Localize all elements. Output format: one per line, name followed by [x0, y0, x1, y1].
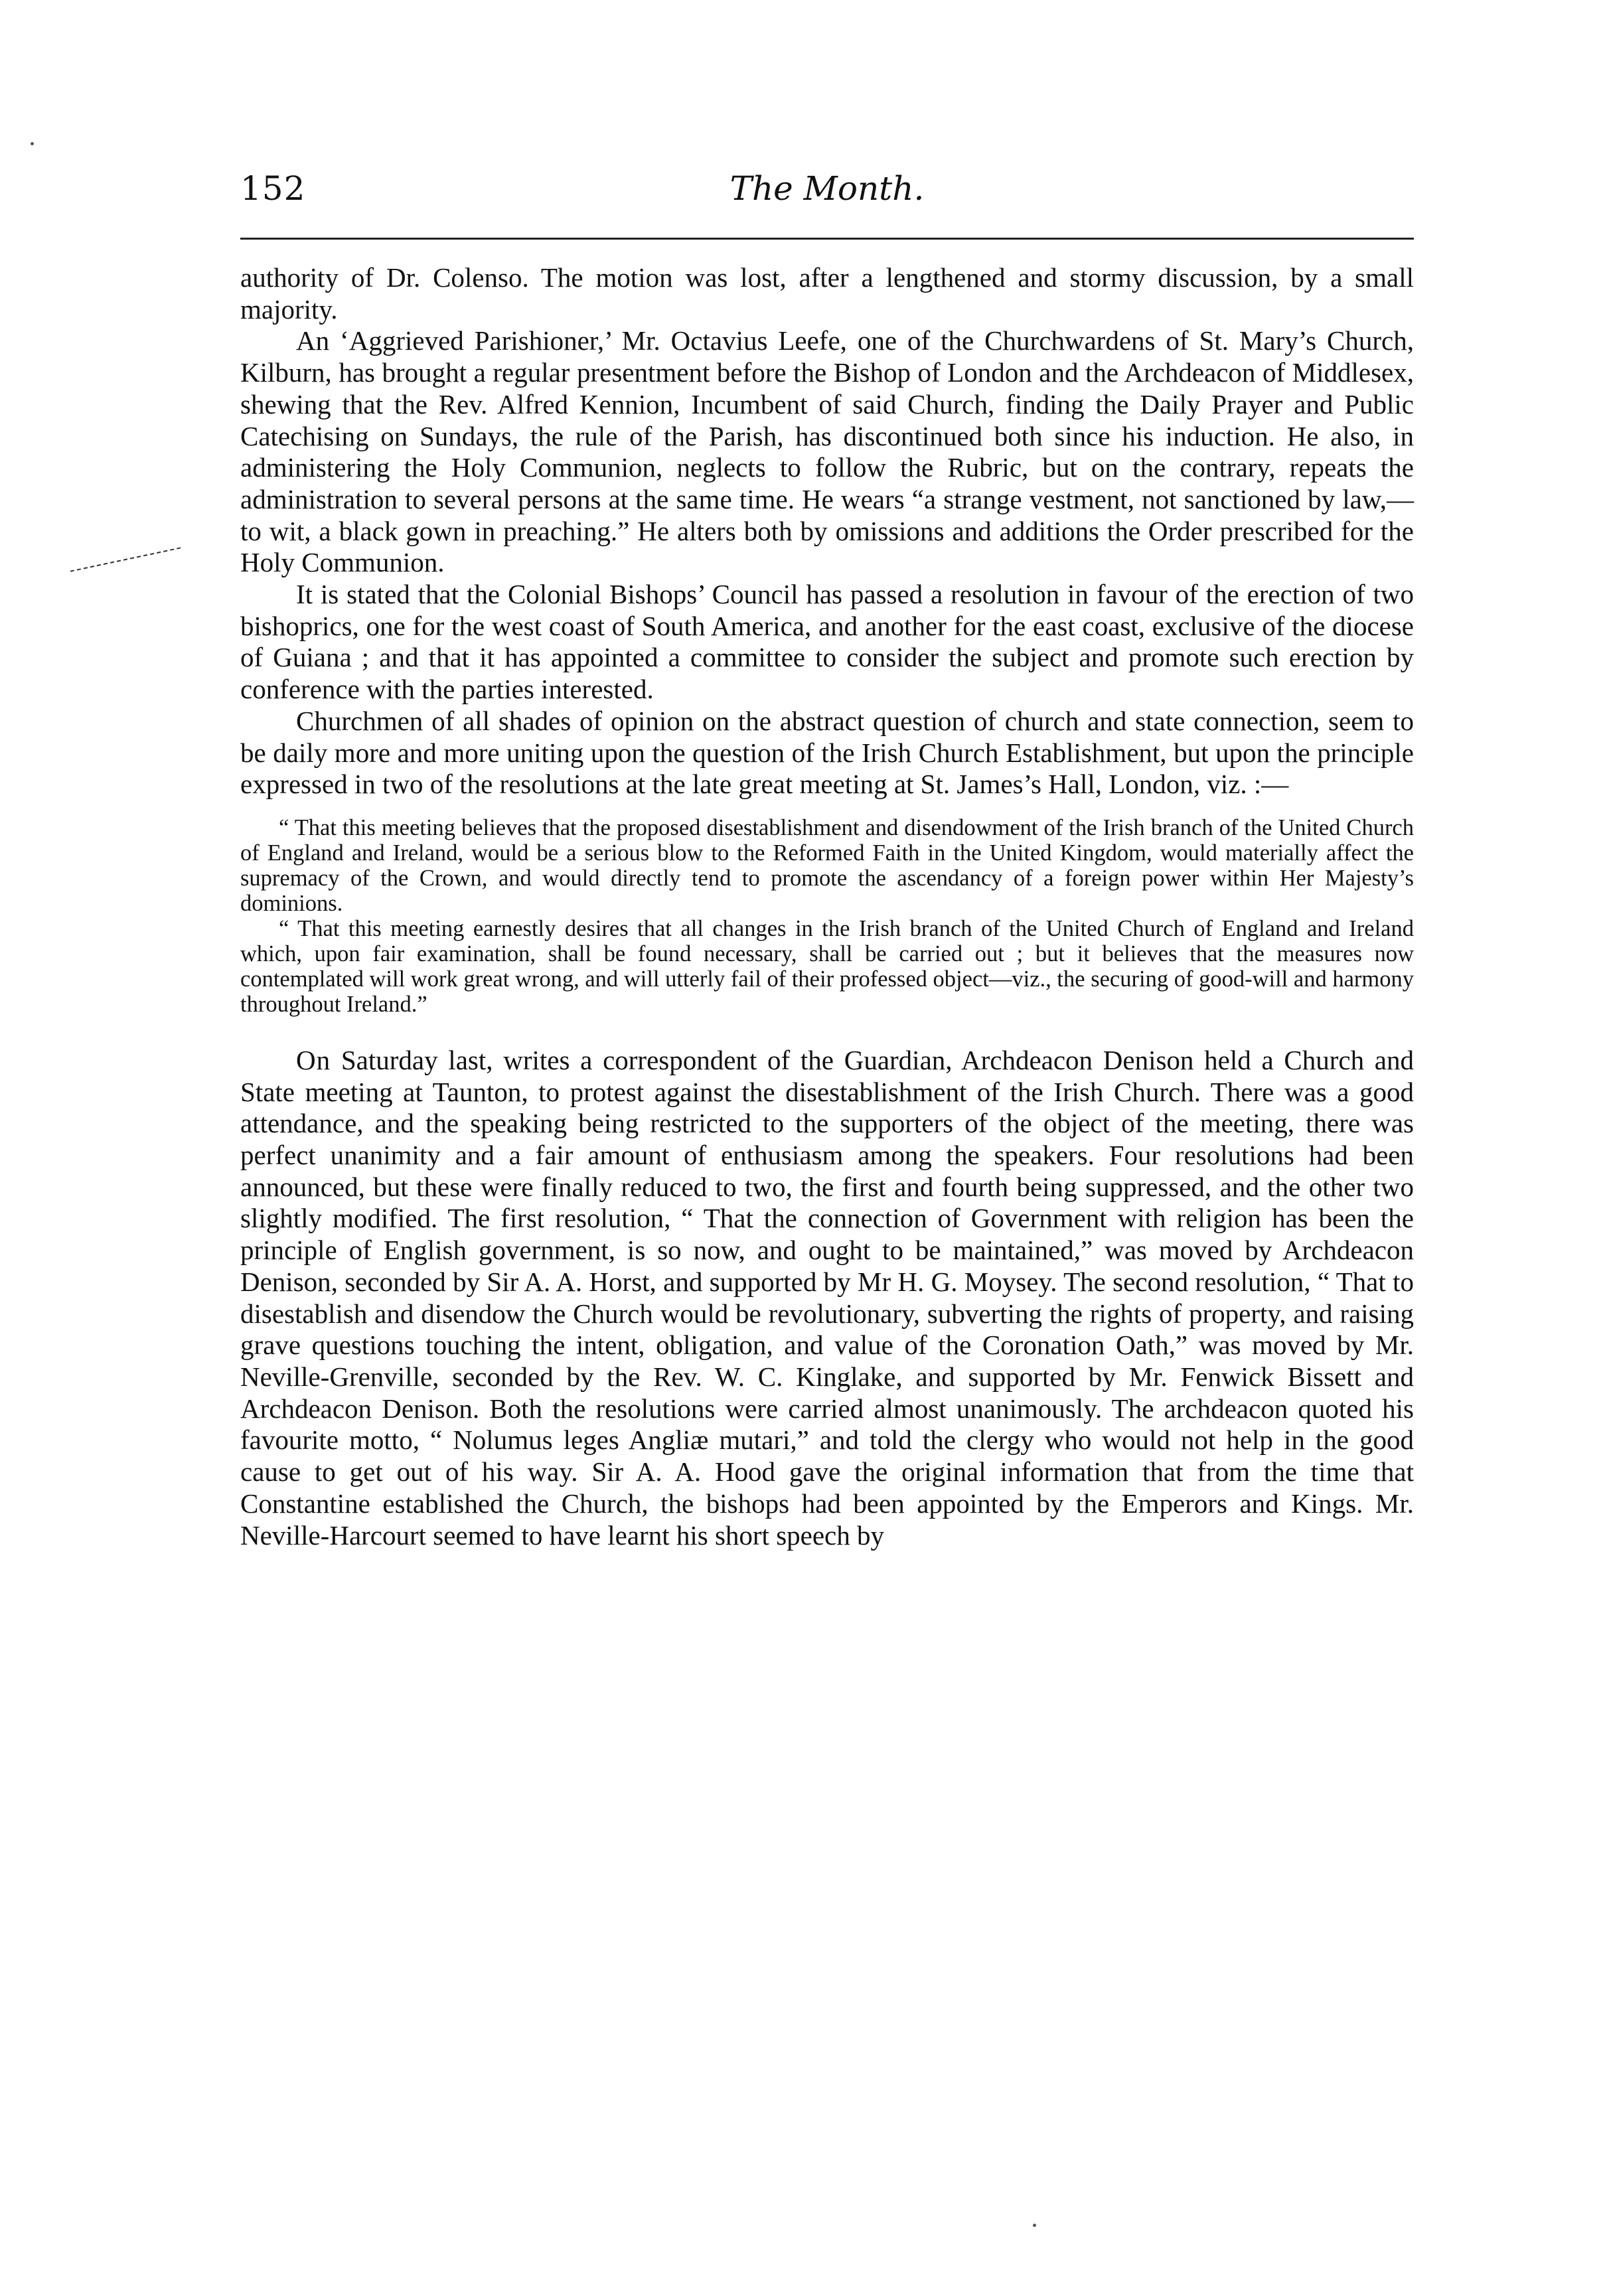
quote-resolution-1: “ That this meeting believes that the proposed disestablishment and disendowment of the Irish branch of the United Church of England and Ireland, would be a serious blow to the Reformed Faith in the United Kingdom, would materially affect the supremacy of the Crown, and would directly tend to promote the ascendancy of a foreign power within Her Majesty’s dominions.: [240, 814, 1414, 916]
scan-speck: [31, 142, 34, 145]
paragraph-lead-word: On: [296, 1044, 331, 1075]
scan-speck: [1033, 2224, 1036, 2227]
paragraph-taunton-text: Saturday last, writes a correspondent of the Guardian, Archdeacon Denison held a Church and State meeting at Taunton, to protest against the disestablishment of the Irish Church. There was a good attendance, and the speaking being restricted to the supporters of the object of the meeting, there was perfect unanimity and a fair amount of enthusiasm among the speakers. Four resolutions had been announced, but these were finally reduced to two, the first and fourth being suppressed, and the other two slightly modified. The first resolution, “ That the connection of Government with religion has been the principle of English government, is so now, and ought to be maintained,” was moved by Archdeacon Denison, seconded by Sir A. A. Horst, and supported by Mr H. G. Moysey. The second resolution, “ That to disestablish and disendow the Church would be revolutionary, subverting the rights of property, and raising grave questions touching the intent, obligation, and value of the Coronation Oath,” was moved by Mr. Neville-Grenville, seconded by the Rev. W. C. Kinglake, and supported by Mr. Fenwick Bissett and Archdeacon Denison. Both the resolutions were carried almost unanimously. The archdeacon quoted his favourite motto, “ Nolumus leges Angliæ mutari,” and told the clergy who would not help in the good cause to get out of his way. Sir A. A. Hood gave the original information that from the time that Constantine established the Church, the bishops had been appointed by the Emperors and Kings. Mr. Neville-Harcourt seemed to have learnt his short speech by: [240, 1044, 1414, 1551]
paragraph-irish-church: Churchmen of all shades of opinion on the abstract question of church and state connection, seem to be daily more and more uniting upon the question of the Irish Church Establishment, but upon the principle expressed in two of the resolutions at the late great meeting at St. James’s Hall, London, viz. :—: [240, 705, 1414, 800]
running-header: [240, 169, 1414, 222]
header-rule: [240, 238, 1414, 240]
paragraph-aggrieved-parishioner: An ‘Aggrieved Parishioner,’ Mr. Octavius Leefe, one of the Churchwardens of St. Mary’s Church, Kilburn, has brought a regular presentment before the Bishop of London and the Archdeacon of Middlesex, shewing that the Rev. Alfred Kennion, Incumbent of said Church, finding the Daily Prayer and Public Catechising on Sundays, the rule of the Parish, has discontinued both since his induction. He also, in administering the Holy Communion, neglects to follow the Rubric, but on the contrary, repeats the administration to several persons at the same time. He wears “a strange vestment, not sanctioned by law,—to wit, a black gown in preaching.” He alters both by omissions and additions the Order prescribed for the Holy Communion.: [240, 325, 1414, 578]
page-number: 152: [240, 169, 306, 208]
article-body: [240, 262, 1414, 1551]
paragraph-continuation: authority of Dr. Colenso. The motion was lost, after a lengthened and stormy discussion, by a small majority.: [240, 262, 1414, 325]
running-title: The Month.: [729, 169, 925, 208]
paragraph-taunton-meeting: [240, 1045, 1414, 1551]
quote-resolution-2: “ That this meeting earnestly desires that all changes in the Irish branch of the United Church of England and Ireland which, upon fair examination, shall be found necessary, shall be carried out ; but it believes that the measures now contemplated will work great wrong, and will utterly fail of their professed object—viz., the securing of good-will and harmony throughout Ireland.”: [240, 915, 1414, 1017]
margin-pencil-mark: [70, 547, 181, 572]
resolutions-quote: [240, 815, 1414, 1017]
paragraph-colonial-bishops: It is stated that the Colonial Bishops’ Council has passed a resolution in favour of the erection of two bishoprics, one for the west coast of South America, and another for the east coast, exclusive of the diocese of Guiana ; and that it has appointed a committee to consider the subject and promote such erection by conference with the parties interested.: [240, 579, 1414, 705]
